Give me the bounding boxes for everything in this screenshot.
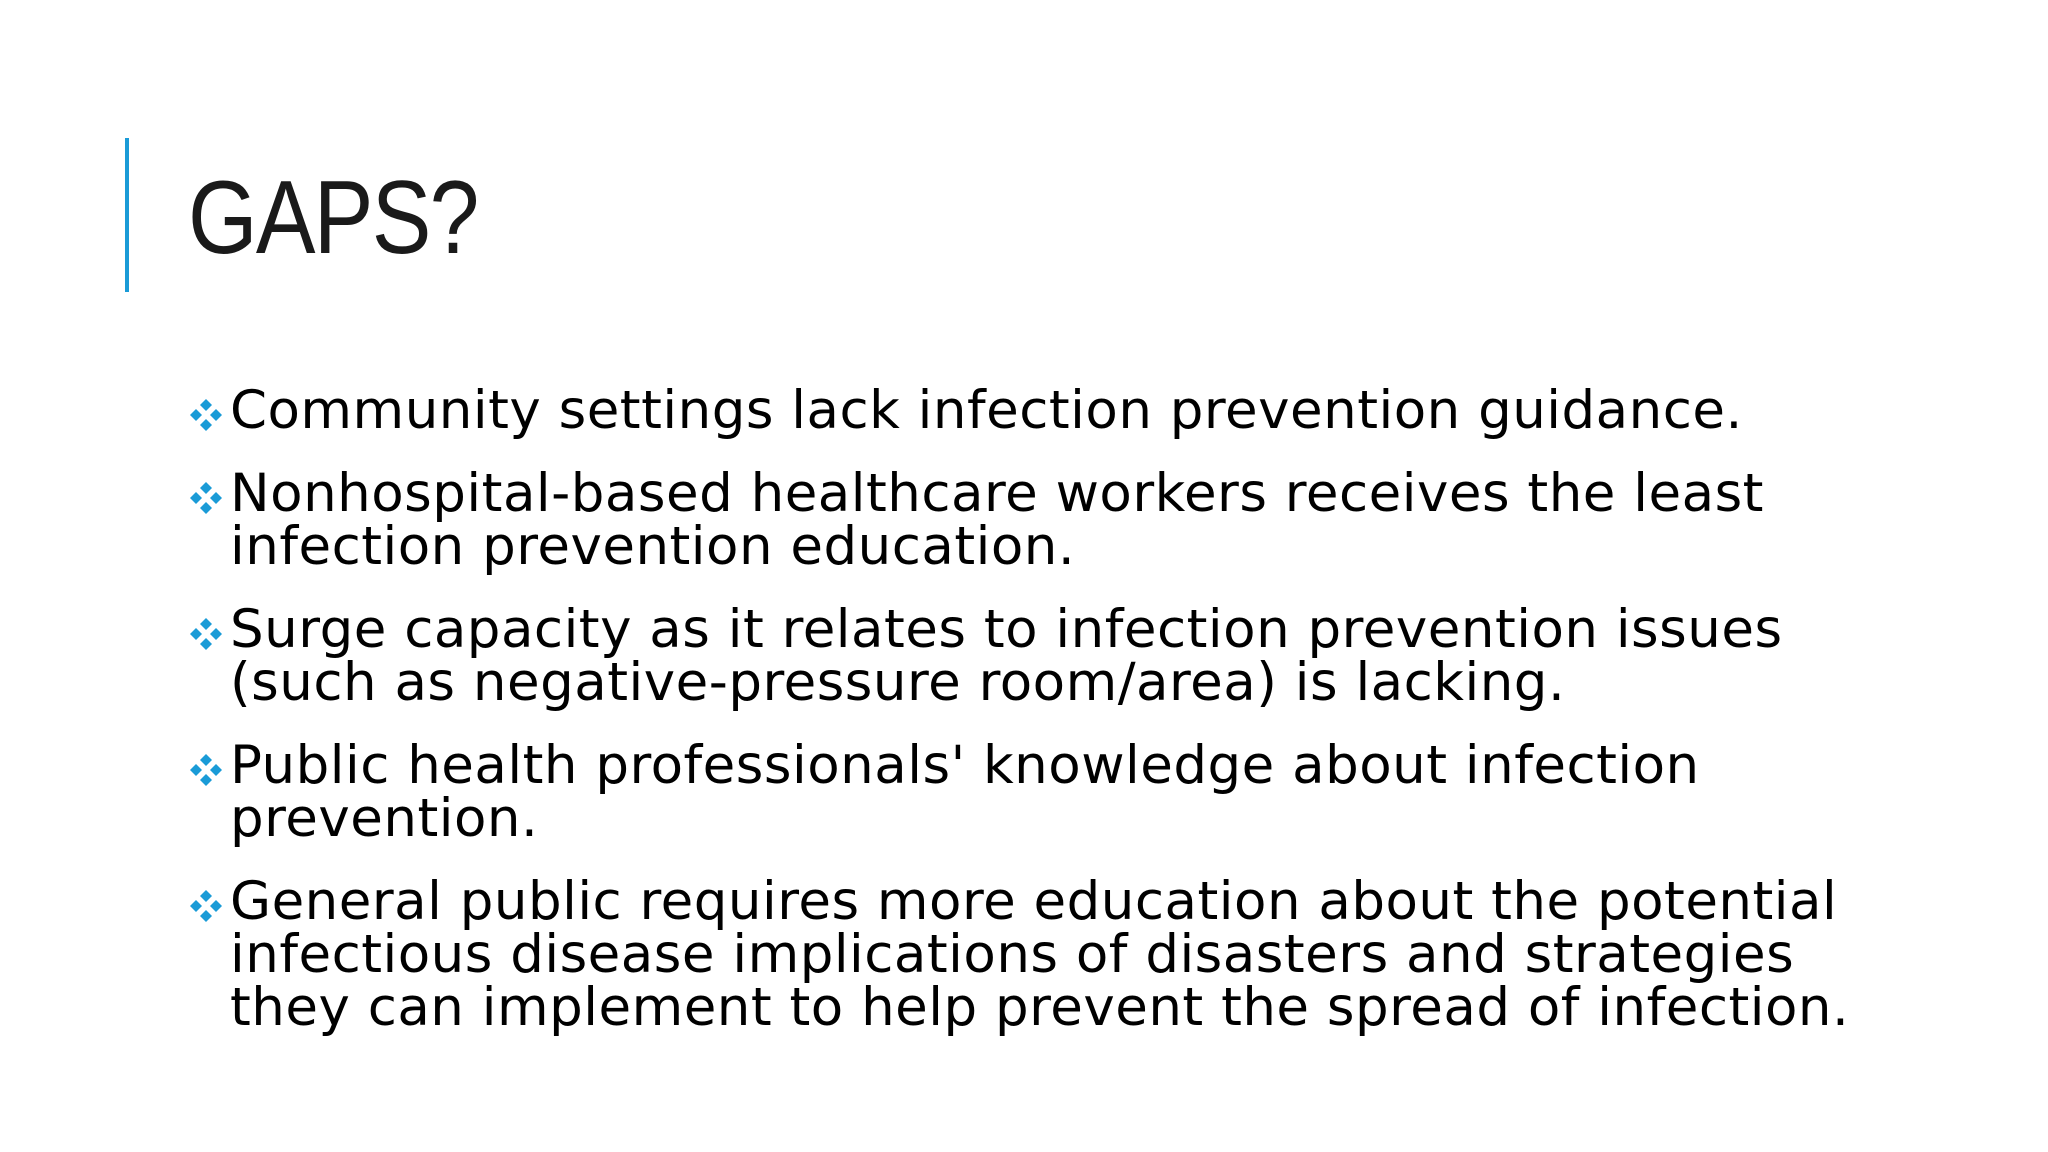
bullet-text: General public requires more education about the potential infectious disease implications of disasters and strategies they can implement to help prevent the spread of infection. [230,871,1850,1038]
four-diamond-icon [186,750,226,790]
four-diamond-icon [186,395,226,435]
four-diamond-icon [186,886,226,926]
bullet-item [186,380,1886,441]
title-accent-bar [125,138,129,292]
bullet-text: Public health professionals' knowledge about infection prevention. [230,735,1700,849]
bullet-item [186,735,1886,849]
four-diamond-icon [186,478,226,518]
bullet-item [186,463,1886,577]
bullet-text: Nonhospital-based healthcare workers receives the least infection prevention education. [230,463,1764,577]
slide-title: GAPS? [188,160,478,276]
bullet-text: Community settings lack infection prevention guidance. [230,380,1743,441]
bullet-text: Surge capacity as it relates to infection prevention issues (such as negative-pressure room/area) is lacking. [230,599,1783,713]
four-diamond-icon [186,614,226,654]
bullet-item [186,599,1886,713]
bullet-list [186,380,1886,1064]
bullet-item [186,871,1886,1038]
